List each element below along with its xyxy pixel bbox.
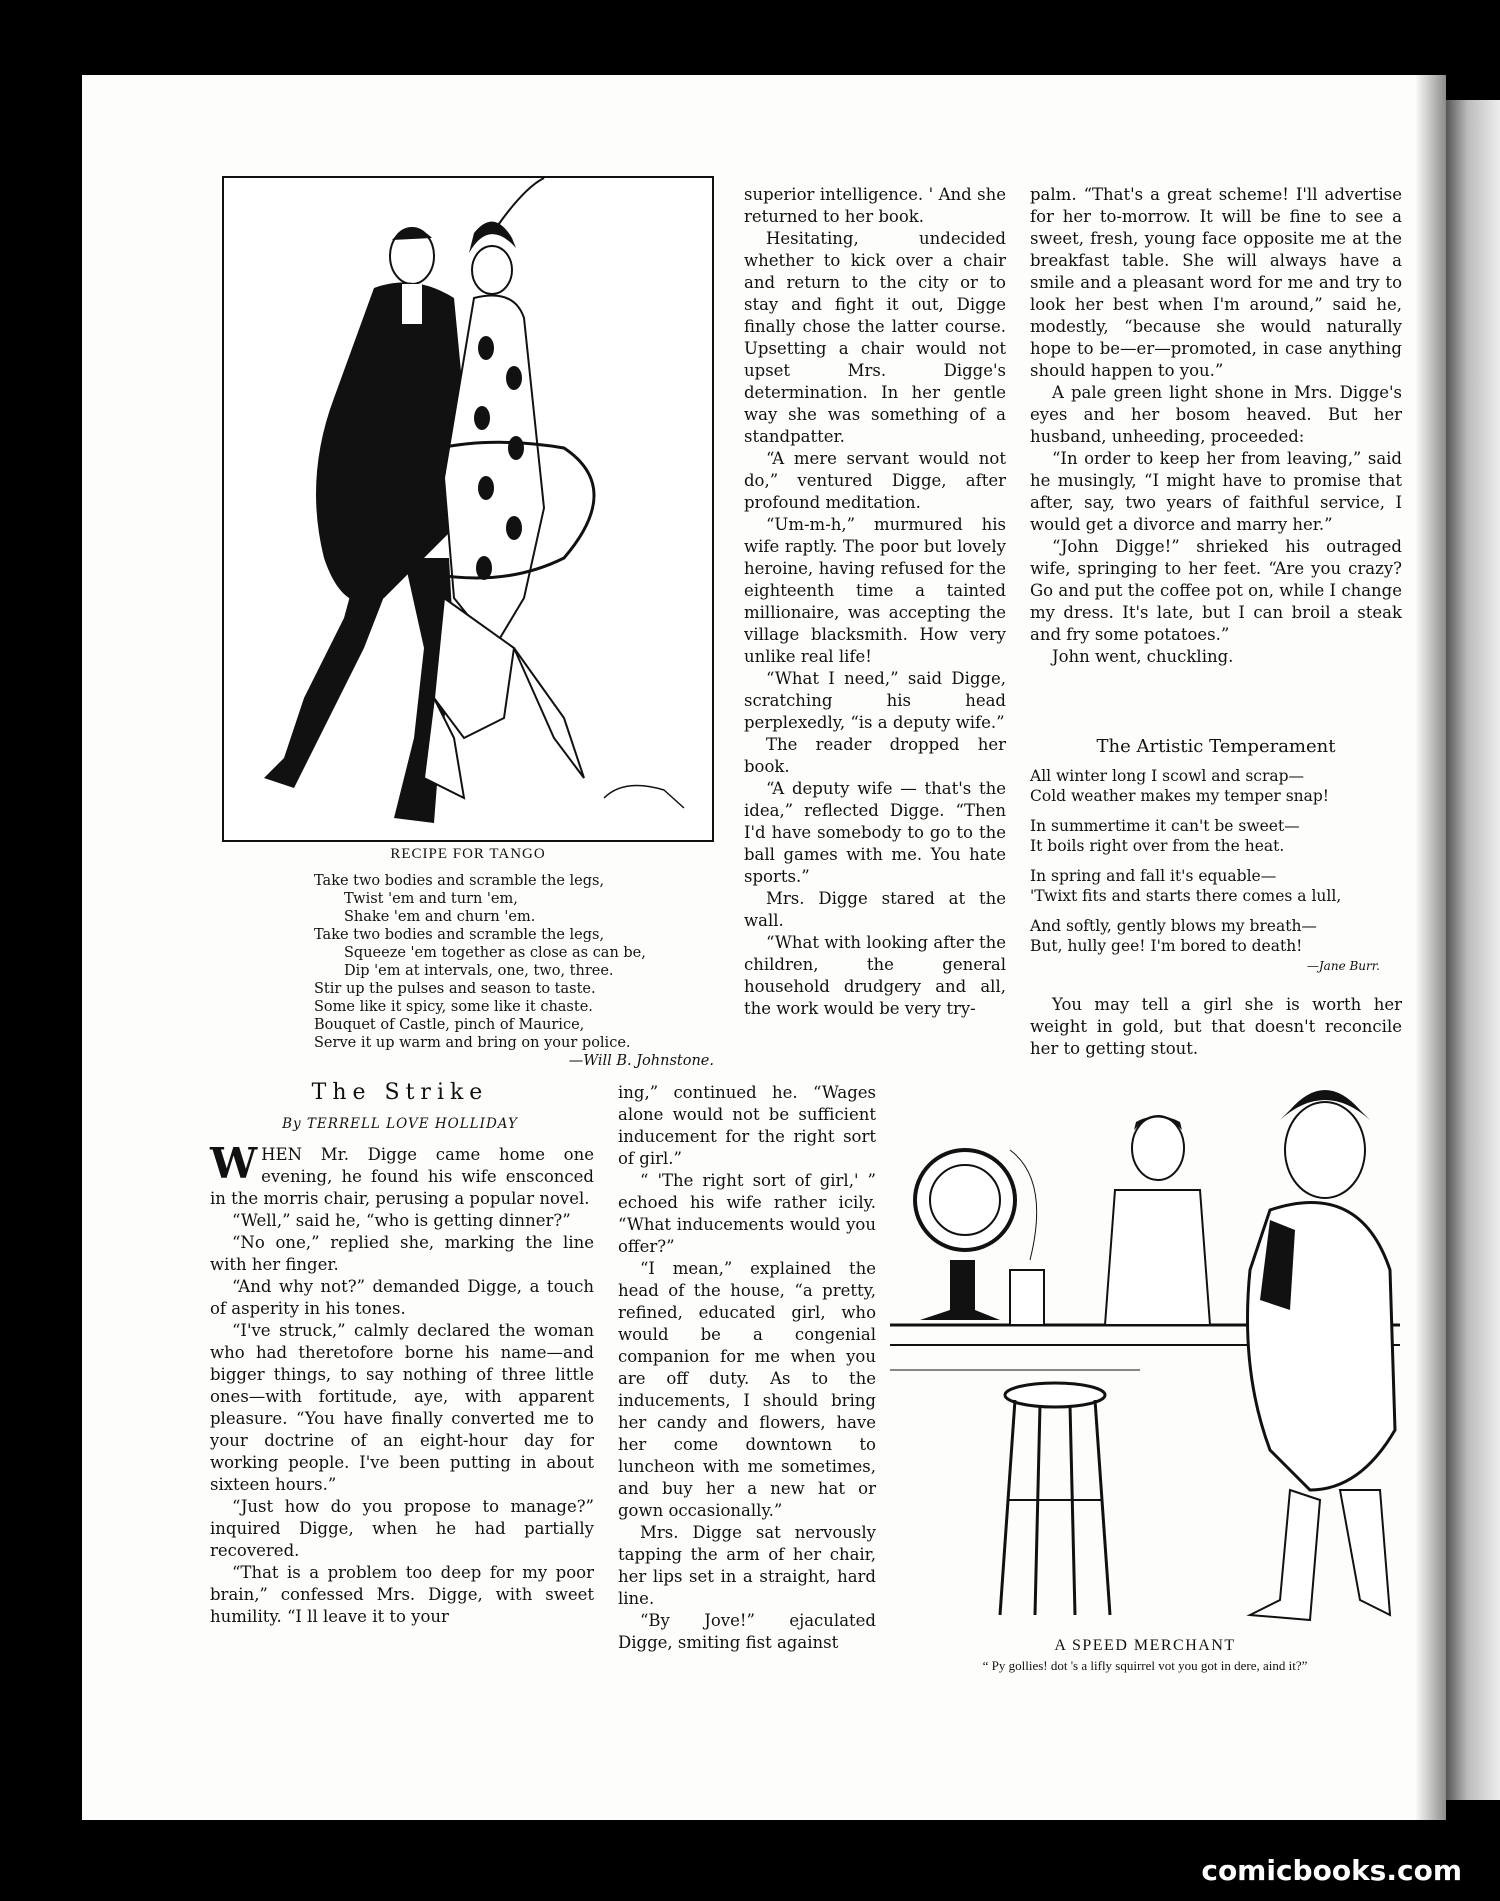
poem-line: Dip 'em at intervals, one, two, three. bbox=[344, 963, 614, 979]
next-page-edge bbox=[1446, 100, 1500, 1800]
strike-column-3 bbox=[1030, 184, 1402, 668]
paragraph bbox=[210, 1139, 594, 1210]
paragraph: “I mean,” explained the head of the house, “a pretty, refined, educated girl, who would be a congenial companion for me when you are off duty. As to the inducements, I should bring her candy and flowers, have her come downtown to luncheon with me sometimes, and buy her a new hat or gown occasionally.” bbox=[618, 1259, 876, 1520]
paragraph: “ 'The right sort of girl,' ” echoed his wife rather icily. “What inducements would you offer?” bbox=[618, 1171, 876, 1256]
tango-caption: RECIPE FOR TANGO bbox=[390, 846, 546, 862]
speed-merchant-illustration bbox=[890, 1070, 1400, 1630]
paragraph: “And why not?” demanded Digge, a touch of asperity in his tones. bbox=[210, 1277, 594, 1318]
tango-illustration bbox=[222, 176, 714, 842]
poem-attribution: —Will B. Johnstone. bbox=[568, 1053, 714, 1069]
filler-paragraph bbox=[1030, 994, 1402, 1060]
paragraph: John went, chuckling. bbox=[1052, 647, 1234, 666]
paragraph: “Just how do you propose to manage?” inquired Digge, when he had partially recovered. bbox=[210, 1497, 594, 1560]
poem-line: Bouquet of Castle, pinch of Maurice, bbox=[314, 1017, 585, 1033]
tango-poem bbox=[314, 872, 714, 1070]
paragraph: “By Jove!” ejaculated Digge, smiting fist against bbox=[618, 1611, 876, 1652]
paragraph: “In order to keep her from leaving,” said he musingly, “I might have to promise that after, say, two years of faithful service, I would get a divorce and marry her.” bbox=[1030, 449, 1402, 534]
strike-byline: By TERRELL LOVE HOLLIDAY bbox=[282, 1116, 518, 1132]
paragraph: “John Digge!” shrieked his outraged wife, springing to her feet. “Are you crazy? Go and put the coffee pot on, while I change my dress. It's late, but I can broil a steak and fry some potatoes.” bbox=[1030, 537, 1402, 644]
paragraph: “A deputy wife — that's the idea,” reflected Digge. “Then I'd have somebody to go to the ball games with me. You hate sports.” bbox=[744, 779, 1006, 886]
paragraph: “What with looking after the children, the general household drudgery and all, the work would be very try- bbox=[744, 933, 1006, 1018]
poem-line: Squeeze 'em together as close as can be, bbox=[344, 945, 646, 961]
paragraph: You may tell a girl she is worth her weight in gold, but that doesn't reconcile her to getting stout. bbox=[1030, 995, 1402, 1058]
poem-line: Take two bodies and scramble the legs, bbox=[314, 873, 605, 889]
drop-cap: W bbox=[210, 1139, 258, 1188]
paragraph-text: HEN Mr. Digge came home one evening, he found his wife ensconced in the morris chair, perusing a popular novel. bbox=[210, 1145, 594, 1208]
page-spine-shadow bbox=[1415, 75, 1446, 1820]
poem-line: It boils right over from the heat. bbox=[1030, 837, 1285, 855]
paragraph: “A mere servant would not do,” ventured Digge, after profound meditation. bbox=[744, 449, 1006, 512]
poem-attribution: —Jane Burr. bbox=[1306, 959, 1380, 973]
poem-line: Cold weather makes my temper snap! bbox=[1030, 787, 1330, 805]
artistic-poem bbox=[1030, 766, 1390, 976]
site-watermark: comicbooks.com bbox=[1201, 1854, 1462, 1887]
poem-line: 'Twixt fits and starts there comes a lull, bbox=[1030, 887, 1342, 905]
poem-line: Take two bodies and scramble the legs, bbox=[314, 927, 605, 943]
strike-title: The Strike bbox=[311, 1080, 489, 1105]
poem-line: In spring and fall it's equable— bbox=[1030, 867, 1277, 885]
poem-line: But, hully gee! I'm bored to death! bbox=[1030, 937, 1303, 955]
strike-column-1 bbox=[210, 1139, 594, 1628]
tango-dancers-drawing bbox=[224, 178, 712, 840]
paragraph: The reader dropped her book. bbox=[744, 735, 1006, 776]
poem-line: And softly, gently blows my breath— bbox=[1030, 917, 1317, 935]
paragraph: “That is a problem too deep for my poor brain,” confessed Mrs. Digge, with sweet humility. “I ll leave it to your bbox=[210, 1563, 594, 1626]
strike-column-2-bottom bbox=[618, 1082, 876, 1654]
poem-line: All winter long I scowl and scrap— bbox=[1030, 767, 1305, 785]
paragraph: “Um-m-h,” murmured his wife raptly. The poor but lovely heroine, having refused for the eighteenth time a tainted millionaire, was accepting the village blacksmith. How very unlike real life! bbox=[744, 515, 1006, 666]
paragraph: ing,” continued he. “Wages alone would not be sufficient inducement for the right sort of girl.” bbox=[618, 1083, 876, 1168]
saloon-cartoon-drawing bbox=[890, 1070, 1400, 1630]
paragraph: Hesitating, undecided whether to kick over a chair and return to the city or to stay and fight it out, Digge finally chose the latter course. Upsetting a chair would not upset Mrs. Digge's determination. In her gentle way she was something of a standpatter. bbox=[744, 229, 1006, 446]
poem-line: Twist 'em and turn 'em, bbox=[344, 891, 518, 907]
paragraph: “No one,” replied she, marking the line with her finger. bbox=[210, 1233, 594, 1274]
poem-line: Shake 'em and churn 'em. bbox=[344, 909, 536, 925]
strike-column-2-top bbox=[744, 184, 1006, 1020]
paragraph: A pale green light shone in Mrs. Digge's eyes and her bosom heaved. But her husband, unheeding, proceeded: bbox=[1030, 383, 1402, 446]
speed-merchant-caption: A SPEED MERCHANT bbox=[1054, 1637, 1236, 1654]
paragraph: Mrs. Digge sat nervously tapping the arm of her chair, her lips set in a straight, hard line. bbox=[618, 1523, 876, 1608]
paragraph: “Well,” said he, “who is getting dinner?” bbox=[232, 1211, 571, 1230]
speed-merchant-quote: “ Py gollies! dot 's a lifly squirrel vot you got in dere, aind it?” bbox=[982, 1658, 1308, 1673]
paragraph: “What I need,” said Digge, scratching his head perplexedly, “is a deputy wife.” bbox=[744, 669, 1006, 732]
poem-line: Stir up the pulses and season to taste. bbox=[314, 981, 596, 997]
paragraph: “I've struck,” calmly declared the woman who had theretofore borne his name—and bigger things, to say nothing of three little ones—with fortitude, aye, with apparent pleasure. “You have finally converted me to your doctrine of an eight-hour day for working people. I've been putting in about sixteen hours.” bbox=[210, 1321, 594, 1494]
paragraph: superior intelligence. ' And she returned to her book. bbox=[744, 185, 1006, 226]
paragraph: Mrs. Digge stared at the wall. bbox=[744, 889, 1006, 930]
poem-line: In summertime it can't be sweet— bbox=[1030, 817, 1300, 835]
paragraph: palm. “That's a great scheme! I'll advertise for her to-morrow. It will be fine to see a sweet, fresh, young face opposite me at the breakfast table. She will always have a smile and a pleasant word for me and try to look her best when I'm around,” said he, modestly, “because she would naturally hope to be—er—promoted, in case anything should happen to you.” bbox=[1030, 185, 1402, 380]
poem-line: Serve it up warm and bring on your police. bbox=[314, 1035, 631, 1051]
poem-line: Some like it spicy, some like it chaste. bbox=[314, 999, 593, 1015]
artistic-title: The Artistic Temperament bbox=[1096, 736, 1336, 757]
